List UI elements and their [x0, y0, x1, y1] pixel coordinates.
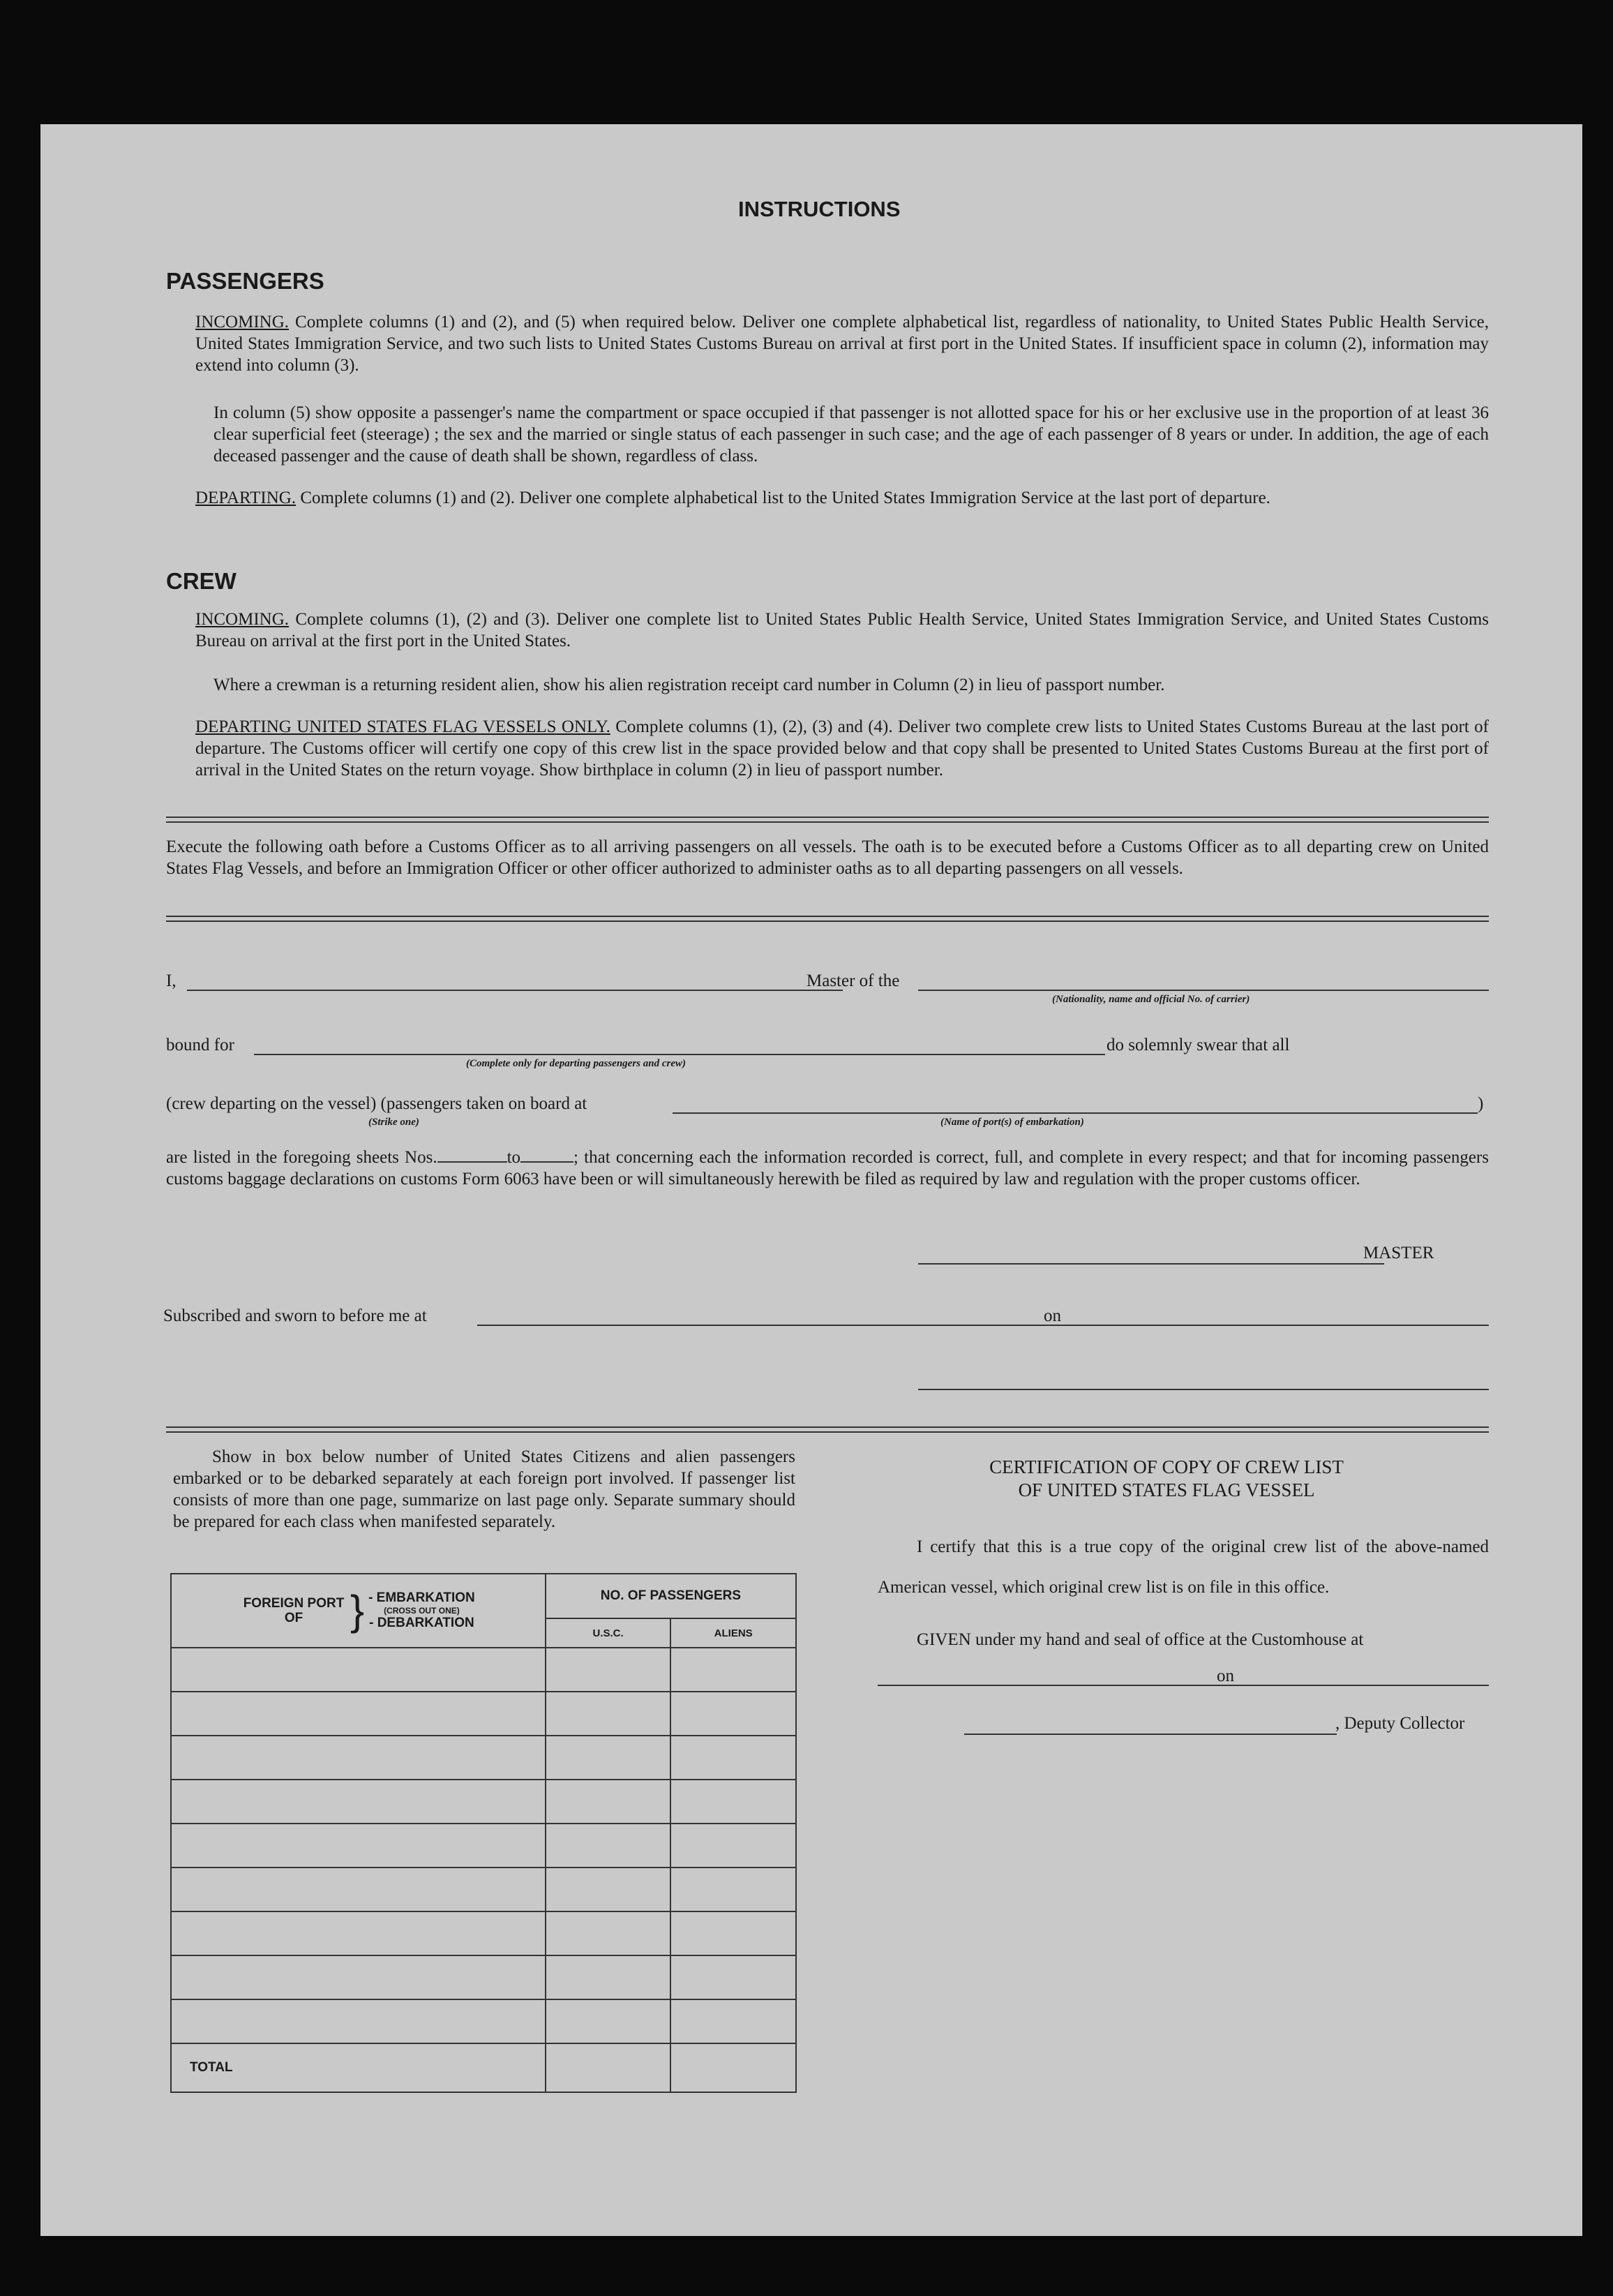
close-paren: )	[1478, 1094, 1484, 1113]
carrier-field[interactable]	[918, 990, 1489, 991]
sworn-date-field[interactable]	[1073, 1325, 1489, 1326]
master-signature-field[interactable]	[918, 1263, 1384, 1265]
master-label: MASTER	[1363, 1244, 1434, 1262]
page-title: INSTRUCTIONS	[738, 197, 901, 221]
passengers-departing-text: Complete columns (1) and (2). Deliver one complete alphabetical list to the United States Immigration Service at the last port of departure.	[300, 489, 1270, 507]
certification-heading-line1: CERTIFICATION OF COPY OF CREW LIST	[989, 1456, 1344, 1477]
total-label: TOTAL	[171, 2043, 546, 2092]
divider	[166, 916, 1489, 922]
aliens-cell[interactable]	[670, 1868, 796, 1911]
to-label: to	[507, 1148, 521, 1167]
sworn-at-field[interactable]	[477, 1325, 1073, 1326]
aliens-cell[interactable]	[670, 1648, 796, 1692]
do-solemnly-label: do solemnly swear that all	[1106, 1036, 1290, 1054]
strike-one-caption: (Strike one)	[368, 1117, 419, 1128]
port-cell[interactable]	[171, 1911, 546, 1955]
deputy-collector-label: , Deputy Collector	[1335, 1714, 1465, 1733]
aliens-cell[interactable]	[670, 1692, 796, 1736]
total-row	[171, 2043, 796, 2092]
passengers-departing-label: DEPARTING.	[195, 489, 297, 507]
divider	[166, 817, 1489, 823]
cert-date-field[interactable]	[1242, 1685, 1489, 1686]
aliens-cell[interactable]	[670, 1999, 796, 2043]
oath-listed-paragraph	[166, 1146, 1489, 1190]
complete-only-caption: (Complete only for departing passengers and crew)	[466, 1058, 686, 1069]
crew-departing-text: Complete columns (1), (2), (3) and (4). Deliver two complete crew lists to United States Customs Bureau at the last port of departure. The Customs officer will certify one copy of this crew list in the space provided below and that copy shall be presented to United States Customs Bureau at the first port of arrival in the United States on the return voyage. Show birthplace in column (2) in lieu of passport number.	[195, 717, 1489, 780]
officer-signature-field[interactable]	[918, 1389, 1489, 1390]
listed-rest: ; that concerning each the information recorded is correct, full, and complete in every respect; and that for incoming passengers customs baggage declarations on customs Form 6063 have been or will simultaneously herewith be filed as required by law and regulation with the proper customs officer.	[166, 1148, 1489, 1188]
crew-departing-label: (crew departing on the vessel) (passengers taken on board at	[166, 1094, 587, 1113]
passengers-incoming-paragraph	[195, 311, 1489, 376]
port-cell[interactable]	[171, 1648, 546, 1692]
port-cell[interactable]	[171, 1824, 546, 1868]
usc-cell[interactable]	[546, 1824, 671, 1868]
passenger-summary-table	[170, 1573, 797, 2093]
document-page	[40, 124, 1582, 2236]
table-row	[171, 1692, 796, 1736]
table-row	[171, 1648, 796, 1692]
usc-cell[interactable]	[546, 1692, 671, 1736]
usc-total-cell[interactable]	[546, 2043, 671, 2092]
passengers-incoming-text: Complete columns (1) and (2), and (5) when required below. Deliver one complete alphabetical list, regardless of nationality, to United States Public Health Service, United States Immigration Service, and two such lists to United States Customs Bureau on arrival at first port in the United States. If insufficient space in column (2), information may extend into column (3).	[195, 313, 1490, 375]
foreign-port-of: FOREIGN PORT OF	[243, 1596, 345, 1625]
port-header-cell	[171, 1574, 546, 1648]
sheet-to-field[interactable]	[520, 1146, 573, 1163]
usc-cell[interactable]	[546, 1999, 671, 2043]
port-cell[interactable]	[171, 1692, 546, 1736]
aliens-cell[interactable]	[670, 1780, 796, 1824]
deputy-collector-signature-field[interactable]	[964, 1734, 1337, 1735]
oath-instructions: Execute the following oath before a Customs Officer as to all arriving passengers on all vessels. The oath is to be executed before a Customs Officer as to all departing crew on United States Flag Vessels, and before an Immigration Officer or other officer authorized to administer oaths as to all departing passengers on all vessels.	[166, 837, 1489, 878]
table-row	[171, 1911, 796, 1955]
master-of-the-label: Master of the	[806, 971, 900, 990]
bound-for-label: bound for	[166, 1036, 234, 1054]
table-row	[171, 1868, 796, 1911]
listed-prefix: are listed in the foregoing sheets Nos.	[166, 1148, 437, 1167]
usc-header: U.S.C.	[546, 1618, 671, 1648]
crew-heading: CREW	[166, 568, 237, 594]
usc-cell[interactable]	[546, 1911, 671, 1955]
no-passengers-header: NO. OF PASSENGERS	[546, 1574, 796, 1618]
on-label: on	[1044, 1306, 1061, 1325]
crew-incoming-text: Complete columns (1), (2) and (3). Deliver one complete list to United States Public Health Service, United States Immigration Service, and United States Customs Bureau on arrival at the first port in the United States.	[195, 610, 1490, 650]
port-cell[interactable]	[171, 1999, 546, 2043]
port-cell[interactable]	[171, 1780, 546, 1824]
aliens-cell[interactable]	[670, 1824, 796, 1868]
table-row	[171, 1780, 796, 1824]
subscribed-label: Subscribed and sworn to before me at	[163, 1306, 427, 1325]
table-row	[171, 1955, 796, 1999]
usc-cell[interactable]	[546, 1868, 671, 1911]
port-cell[interactable]	[171, 1868, 546, 1911]
usc-cell[interactable]	[546, 1736, 671, 1780]
aliens-header: ALIENS	[670, 1618, 796, 1648]
crew-incoming-paragraph	[195, 609, 1489, 652]
debarkation-label: - DEBARKATION	[369, 1616, 474, 1630]
cert-on-label: on	[1217, 1667, 1234, 1685]
certification-heading	[853, 1456, 1480, 1502]
ports-field[interactable]	[673, 1112, 1478, 1114]
embarkation-label: - EMBARKATION	[368, 1590, 475, 1605]
customhouse-field[interactable]	[878, 1685, 1247, 1686]
master-name-field[interactable]	[187, 990, 843, 991]
usc-cell[interactable]	[546, 1780, 671, 1824]
crew-departing-label: DEPARTING UNITED STATES FLAG VESSELS ONLY.	[195, 717, 610, 736]
port-cell[interactable]	[171, 1736, 546, 1780]
crew-incoming-label: INCOMING.	[195, 610, 290, 629]
certify-paragraph: I certify that this is a true copy of the original crew list of the above-named American vessel, which original crew list is on file in this office.	[878, 1537, 1489, 1597]
passengers-heading: PASSENGERS	[166, 268, 324, 294]
divider	[166, 1426, 1489, 1433]
table-row	[171, 1736, 796, 1780]
crew-resident-paragraph: Where a crewman is a returning resident alien, show his alien registration receipt card number in Column (2) in lieu of passport number.	[213, 676, 1165, 694]
passengers-incoming-label: INCOMING.	[195, 313, 290, 331]
sheet-from-field[interactable]	[437, 1146, 507, 1163]
certification-heading-line2: OF UNITED STATES FLAG VESSEL	[1018, 1479, 1315, 1500]
oath-i-label: I,	[166, 971, 177, 990]
ports-caption: (Name of port(s) of embarkation)	[940, 1117, 1084, 1128]
port-cell[interactable]	[171, 1955, 546, 1999]
aliens-cell[interactable]	[670, 1736, 796, 1780]
bound-for-field[interactable]	[254, 1054, 1105, 1055]
aliens-cell[interactable]	[670, 1955, 796, 1999]
passengers-departing-paragraph	[195, 487, 1489, 509]
usc-cell[interactable]	[546, 1955, 671, 1999]
given-text: GIVEN under my hand and seal of office at the Customhouse at	[917, 1630, 1364, 1649]
brace-glyph: }	[350, 1587, 365, 1634]
cross-out-label: (CROSS OUT ONE)	[384, 1606, 460, 1616]
aliens-cell[interactable]	[670, 1911, 796, 1955]
crew-departing-paragraph	[195, 716, 1489, 781]
nationality-caption: (Nationality, name and official No. of carrier)	[1052, 994, 1250, 1005]
table-row	[171, 1999, 796, 2043]
usc-cell[interactable]	[546, 1648, 671, 1692]
summary-instructions: Show in box below number of United States Citizens and alien passengers embarked or to be debarked separately at each foreign port involved. If passenger list consists of more than one page, summarize on last page only. Separate summary should be prepared for each class when manifested separately.	[173, 1447, 795, 1531]
aliens-total-cell[interactable]	[670, 2043, 796, 2092]
passengers-column5-paragraph: In column (5) show opposite a passenger's name the compartment or space occupied if that passenger is not allotted space for his or her exclusive use in the proportion of at least 36 clear superficial feet (steerage) ; the sex and the married or single status of each passenger in such case; and the age of each passenger of 8 years or under. In addition, the age of each deceased passenger and the cause of death shall be shown, regardless of class.	[213, 403, 1489, 465]
table-row	[171, 1824, 796, 1868]
